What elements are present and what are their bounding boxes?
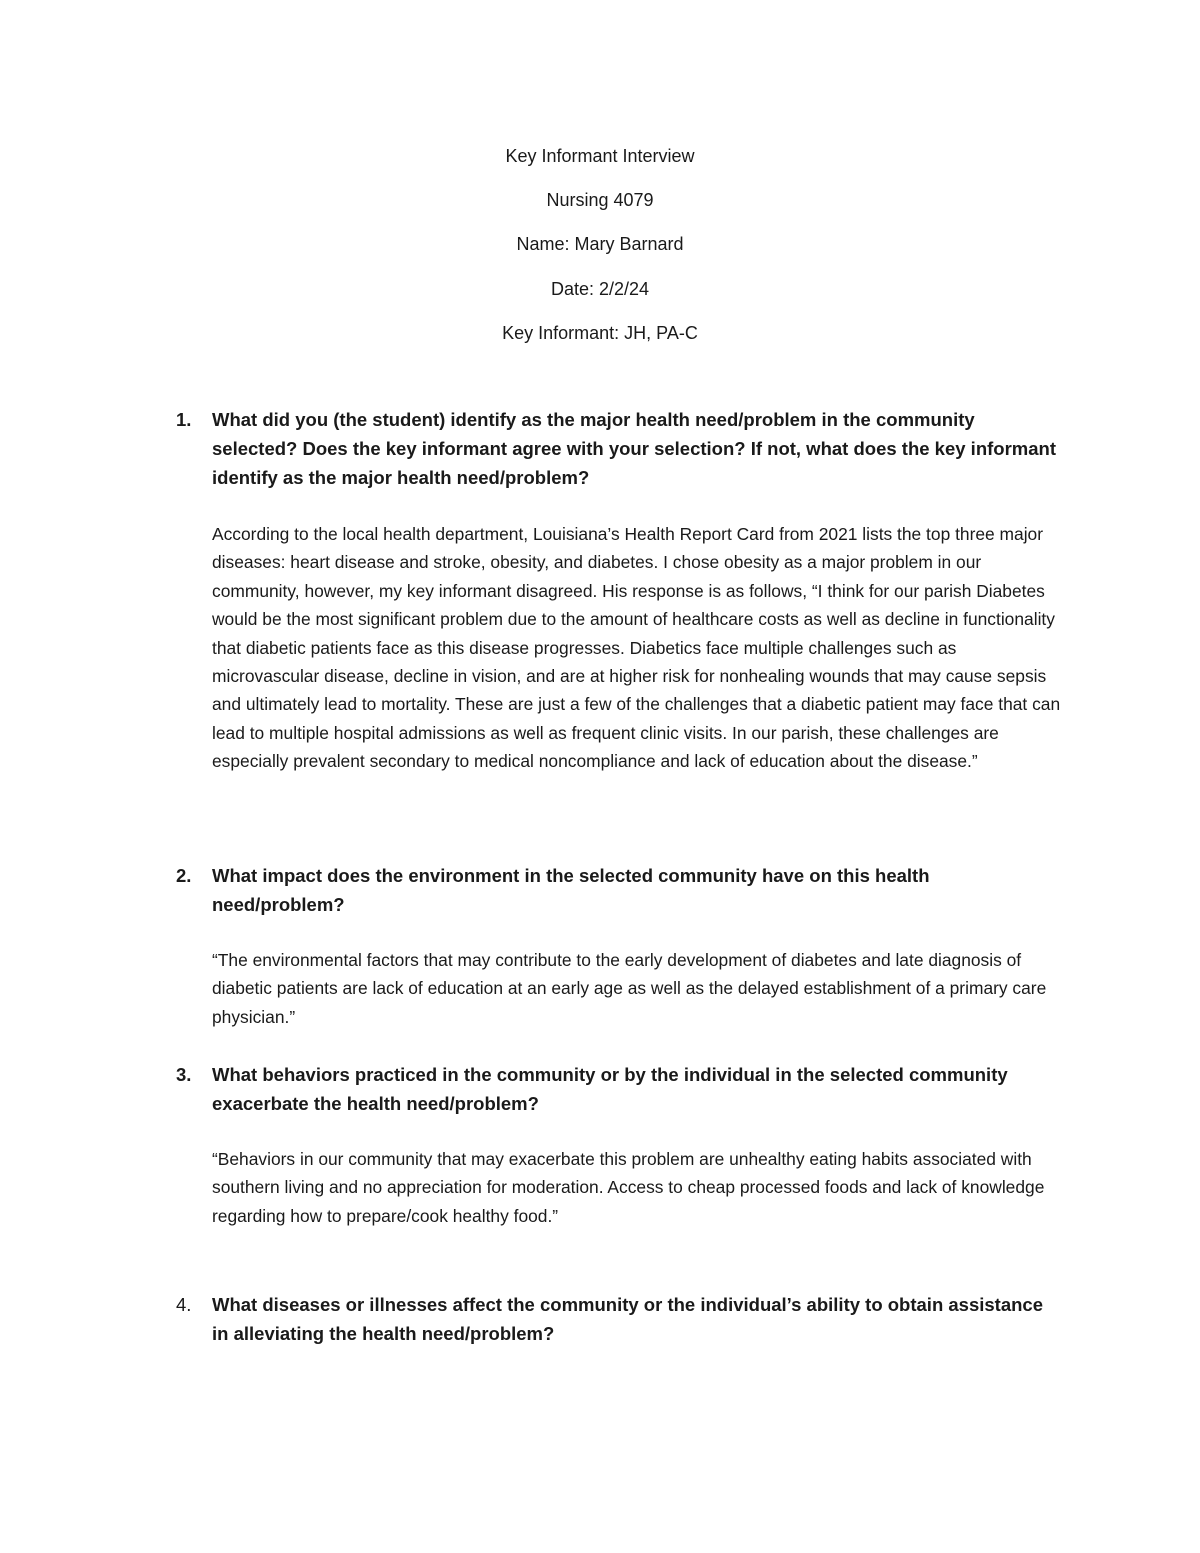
question-text: What diseases or illnesses affect the community or the individual’s ability to obtain assistance in alleviating the health need/problem?	[212, 1294, 1044, 1344]
key-informant-line: Key Informant: JH, PA-C	[502, 323, 698, 343]
question-number: 1.	[176, 409, 192, 430]
question-3	[176, 1060, 1056, 1118]
question-4	[176, 1290, 1056, 1348]
answer-1: According to the local health department, Louisiana’s Health Report Card from 2021 lists the top three major diseases: heart disease and stroke, obesity, and diabetes. I chose obesity as a major problem in our community, however, my key informant disagreed. His response is as follows, “I think for our parish Diabetes would be the most significant problem due to the amount of healthcare costs as well as decline in functionality that diabetic patients face as this disease progresses. Diabetics face multiple challenges such as microvascular disease, decline in vision, and are at higher risk for nonhealing wounds that may cause sepsis and ultimately lead to mortality. These are just a few of the challenges that a diabetic patient may face that can lead to multiple hospital admissions as well as frequent clinic visits. In our parish, these challenges are especially prevalent secondary to medical noncompliance and lack of education about the disease.”	[212, 524, 1061, 772]
student-name-line: Name: Mary Barnard	[516, 234, 684, 254]
question-2	[176, 861, 1056, 919]
document-title: Key Informant Interview	[505, 146, 695, 166]
question-text: What impact does the environment in the selected community have on this health need/problem?	[212, 865, 930, 915]
question-number: 2.	[176, 865, 192, 886]
question-1	[176, 405, 1056, 492]
course-line: Nursing 4079	[546, 190, 654, 210]
question-text: What did you (the student) identify as the major health need/problem in the community selected? Does the key informant agree with your selection? If not, what does the key informant identify as the major health need/problem?	[212, 409, 1056, 488]
answer-2: “The environmental factors that may contribute to the early development of diabetes and late diagnosis of diabetic patients are lack of education at an early age as well as the delayed establishment of a primary care physician.”	[212, 950, 1047, 1027]
date-line: Date: 2/2/24	[550, 279, 650, 299]
question-number: 3.	[176, 1064, 192, 1085]
answer-3: “Behaviors in our community that may exacerbate this problem are unhealthy eating habits associated with southern living and no appreciation for moderation. Access to cheap processed foods and lack of knowledge regarding how to prepare/cook healthy food.”	[212, 1149, 1045, 1226]
question-text: What behaviors practiced in the community or by the individual in the selected community exacerbate the health need/problem?	[212, 1064, 1008, 1114]
question-number: 4.	[176, 1294, 192, 1315]
